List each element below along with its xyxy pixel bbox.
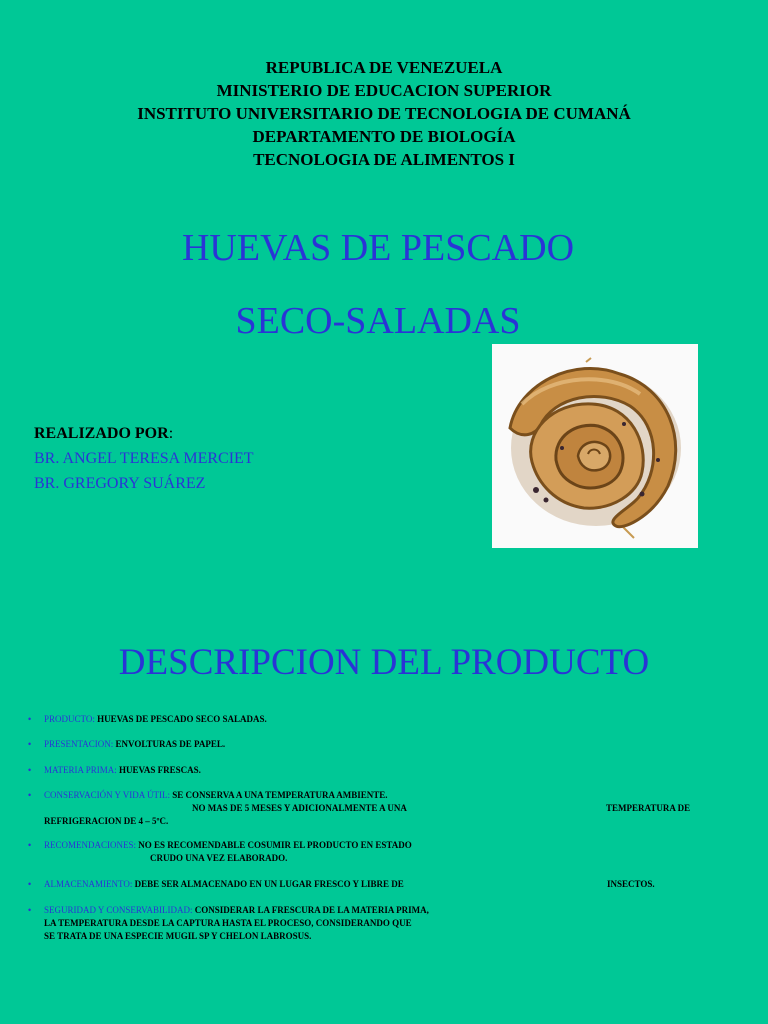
list-item [28,839,718,867]
item-text-continued: TEMPERATURA DE [606,803,691,813]
item-label: PRESENTACION: [44,739,114,749]
item-text-continued: NO MAS DE 5 MESES Y ADICIONALMENTE A UNA [192,803,407,813]
bullet-icon: • [28,739,32,749]
item-text: ENVOLTURAS DE PAPEL. [113,739,226,749]
document-title-line-1: HUEVAS DE PESCADO [181,227,575,269]
bullet-icon: • [28,765,32,775]
list-item [28,904,718,944]
item-label: SEGURIDAD Y CONSERVABILIDAD: [44,905,193,915]
item-label: PRODUCTO: [44,714,95,724]
item-text: SE CONSERVA A UNA TEMPERATURA AMBIENTE. [170,790,388,800]
item-text: NO ES RECOMENDABLE COSUMIR EL PRODUCTO EN ESTADO [136,840,412,850]
section-title: DESCRIPCION DEL PRODUCTO [118,642,650,683]
item-label: CONSERVACIÓN Y VIDA ÚTIL: [44,790,171,800]
item-text-continued: REFRIGERACION DE 4 – 5ºC. [44,816,169,826]
item-label: ALMACENAMIENTO: [44,879,133,889]
bullet-icon: • [28,879,32,889]
item-text: DEBE SER ALMACENADO EN UN LUGAR FRESCO Y LIBRE DE [132,879,404,889]
author-name: BR. ANGEL TERESA MERCIET [34,450,254,467]
bullet-icon: • [28,790,32,800]
item-label: RECOMENDACIONES: [44,840,137,850]
bullet-icon: • [28,714,32,724]
item-text: HUEVAS FRESCAS. [116,765,201,775]
item-text-continued: SE TRATA DE UNA ESPECIE MUGIL SP Y CHELON LABROSUS. [44,931,312,941]
item-text-continued: INSECTOS. [607,879,655,889]
header-line-institute: INSTITUTO UNIVERSITARIO DE TECNOLOGIA DE CUMANÁ [137,104,631,123]
authors-colon: : [168,425,174,442]
header-line-republic: REPUBLICA DE VENEZUELA [265,58,503,77]
document-title-line-2: SECO-SALADAS [235,300,521,342]
header-line-course: TECNOLOGIA DE ALIMENTOS I [253,150,515,169]
author-name: BR. GREGORY SUÁREZ [34,475,206,492]
item-text-continued: CRUDO UNA VEZ ELABORADO. [150,853,288,863]
bullet-icon: • [28,840,32,850]
bullet-icon: • [28,905,32,915]
header-line-ministry: MINISTERIO DE EDUCACION SUPERIOR [216,81,552,100]
authors-label: REALIZADO POR [34,425,169,442]
item-label: MATERIA PRIMA: [44,765,117,775]
item-text: CONSIDERAR LA FRESCURA DE LA MATERIA PRIMA, [192,905,429,915]
item-text-continued: LA TEMPERATURA DESDE LA CAPTURA HASTA EL PROCESO, CONSIDERANDO QUE [44,918,412,928]
list-item [28,789,718,829]
item-text: HUEVAS DE PESCADO SECO SALADAS. [94,714,267,724]
header-line-department: DEPARTAMENTO DE BIOLOGÍA [252,127,516,146]
